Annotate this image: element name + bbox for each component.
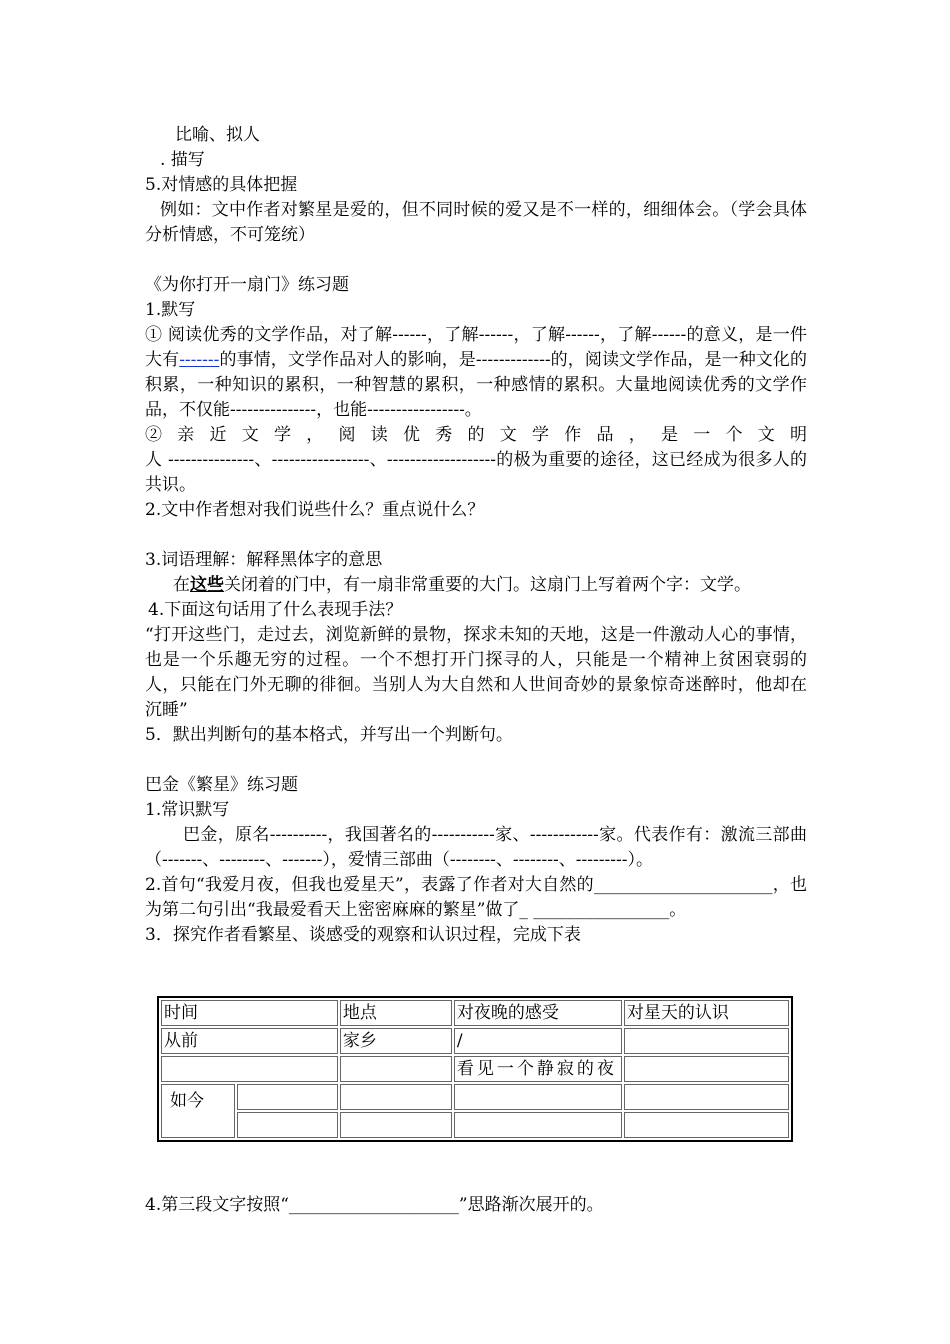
table-header-cell: 时间 <box>161 1000 338 1026</box>
table-cell[interactable] <box>624 1056 789 1082</box>
table-cell[interactable] <box>340 1084 452 1110</box>
paragraph <box>145 323 807 423</box>
paragraph: 人 ---------------、-----------------、-------------------的极为重要的途径，这已经成为很多人的共识。 <box>145 450 807 495</box>
table-cell: / <box>454 1028 622 1054</box>
table-cell[interactable] <box>624 1028 789 1054</box>
paragraph: “打开这些门，走过去，浏览新鲜的景物，探求未知的天地，这是一件激动人心的事情，也是一个乐趣无穷的过程。一个不想打开门探寻的人，只能是一个精神上贫困衰弱的人，只能在门外无聊的徘徊。当别人为大自然和人世间奇妙的景象惊奇迷醉时，他却在沉睡” <box>145 625 807 720</box>
table-cell[interactable] <box>624 1112 789 1138</box>
table-cell[interactable] <box>161 1056 338 1082</box>
table-row <box>161 1112 789 1138</box>
question-heading: 4.下面这句话用了什么表现手法？ <box>148 600 403 620</box>
text-run: ① 阅读优秀的文学作品，对了解------，了解------，了解------，了解------的意义，是一件大有 <box>145 325 807 370</box>
section-title: 《为你打开一扇门》练习题 <box>145 275 349 295</box>
text-run: 在 <box>173 575 190 595</box>
text-line: ② 亲 近 文 学 ， 阅 读 优 秀 的 文 学 作 品 ， 是 一 个 文 明 <box>145 425 807 445</box>
table-cell[interactable] <box>454 1112 622 1138</box>
paragraph: 巴金，原名----------，我国著名的-----------家、------------家。代表作有：激流三部曲（-------、--------、-------），爱情三部曲（--------、--------、---------）。 <box>145 825 807 870</box>
table-row <box>161 1028 789 1054</box>
bold-term: 这些 <box>190 575 224 595</box>
blank-link[interactable]: ------- <box>179 350 220 370</box>
table-cell: 看见一个静寂的夜 <box>454 1056 622 1082</box>
table-header-cell: 地点 <box>340 1000 452 1026</box>
table-cell[interactable] <box>624 1084 789 1110</box>
paragraph <box>145 573 807 598</box>
table-cell[interactable] <box>340 1112 452 1138</box>
section-title: 巴金《繁星》练习题 <box>145 775 298 795</box>
text-line: 比喻、拟人 <box>175 125 260 145</box>
table-cell[interactable] <box>454 1084 622 1110</box>
table-cell: 如今 <box>161 1084 235 1138</box>
question-heading: 3．探究作者看繁星、谈感受的观察和认识过程，完成下表 <box>145 925 581 945</box>
text-line: 5.对情感的具体把握 <box>145 175 298 195</box>
text-run: 的事情，文学作品对人的影响，是-------------的，阅读文学作品，是一种文化的积累，一种知识的累积，一种智慧的累积，一种感情的累积。大量地阅读优秀的文学作品，不仅能---------------，也能-----------------。 <box>145 350 807 420</box>
observation-table <box>157 996 793 1142</box>
table-row <box>161 1084 789 1110</box>
document-body <box>145 123 807 948</box>
table-row <box>161 1000 789 1026</box>
question-heading: 3.词语理解：解释黑体字的意思 <box>145 550 383 570</box>
paragraph: 2.首句“我爱月夜，但我也爱星天”，表露了作者对大自然的_____________________，也为第二句引出“我最爱看天上密密麻麻的繁星”做了_ ________________。 <box>145 875 807 920</box>
table-cell[interactable] <box>340 1056 452 1082</box>
question-heading: 5．默出判断句的基本格式，并写出一个判断句。 <box>145 725 513 745</box>
question-heading: 1.默写 <box>145 300 196 320</box>
table-header-cell: 对夜晚的感受 <box>454 1000 622 1026</box>
table-cell: 家乡 <box>340 1028 452 1054</box>
table-cell[interactable] <box>237 1112 338 1138</box>
document-footer <box>145 1193 807 1218</box>
table-header-cell: 对星天的认识 <box>624 1000 789 1026</box>
paragraph: 例如：文中作者对繁星是爱的，但不同时候的爱又是不一样的，细细体会。（学会具体分析情感，不可笼统） <box>145 200 807 245</box>
table-cell[interactable] <box>237 1084 338 1110</box>
text-run: 关闭着的门中，有一扇非常重要的大门。这扇门上写着两个字：文学。 <box>224 575 751 595</box>
table-cell: 从前 <box>161 1028 338 1054</box>
question-heading: 1.常识默写 <box>145 800 230 820</box>
table-row <box>161 1056 789 1082</box>
text-line: . 描写 <box>160 150 205 170</box>
question-heading: 2.文中作者想对我们说些什么？重点说什么？ <box>145 500 485 520</box>
question-heading: 4.第三段文字按照“____________________”思路渐次展开的。 <box>145 1195 604 1215</box>
